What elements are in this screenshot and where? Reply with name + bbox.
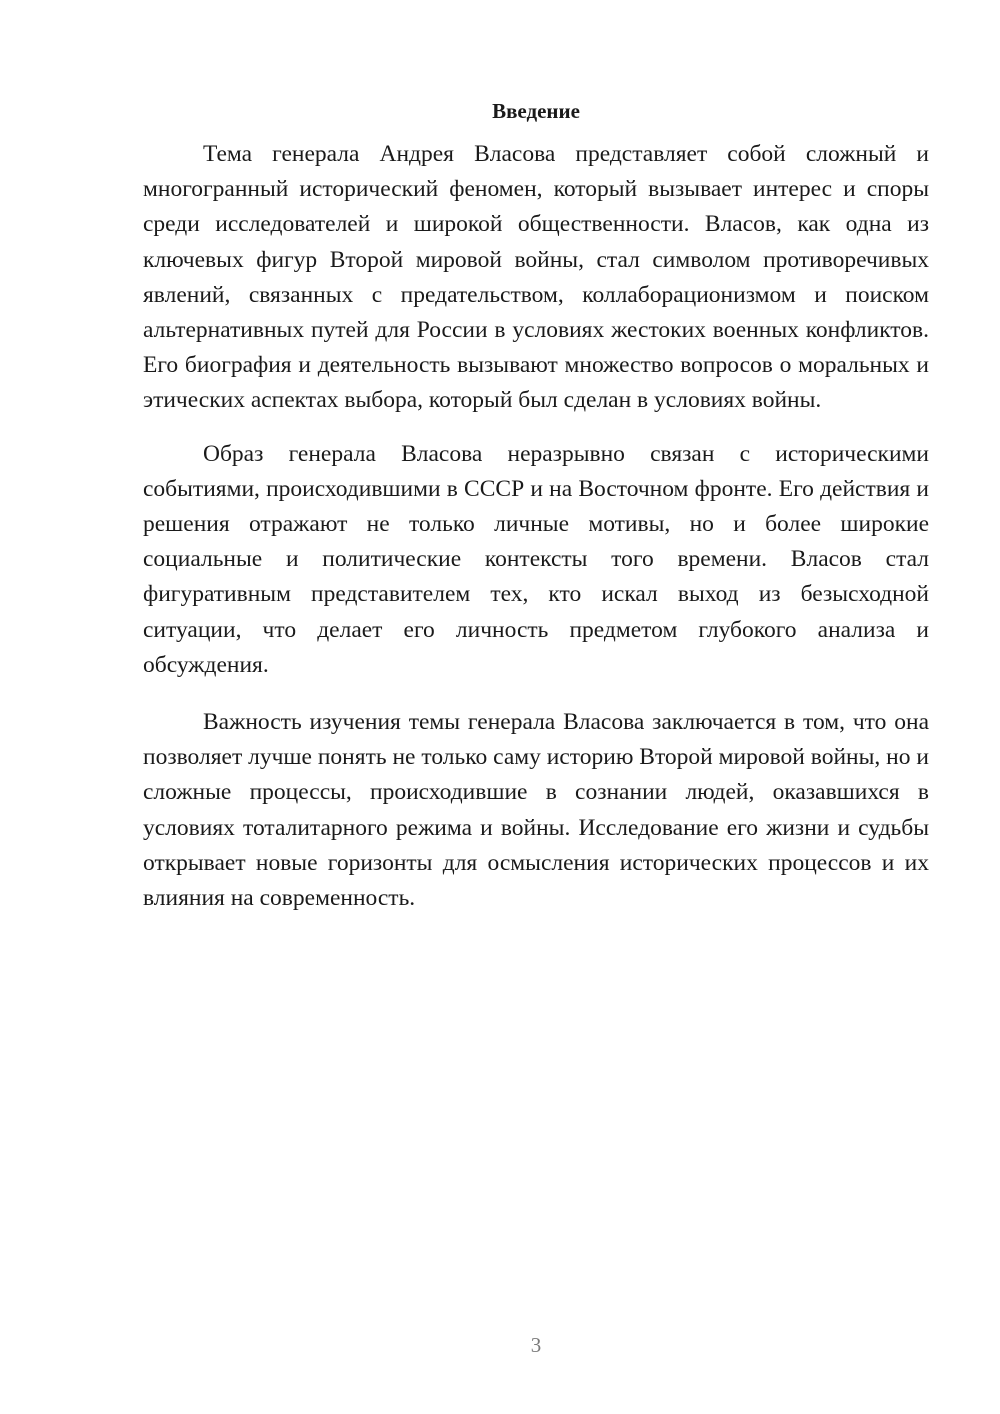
page-content xyxy=(143,96,929,916)
paragraph-3: Важность изучения темы генерала Власова заключается в том, что она позволяет лучше понять не только саму историю Второй мировой войны, но и сложные процессы, происходившие в сознании людей, оказавшихся в условиях тоталитарного режима и войны. Исследование его жизни и судьбы открывает новые горизонты для осмысления исторических процессов и их влияния на современность. xyxy=(143,709,929,912)
page-number: 3 xyxy=(530,1333,542,1357)
paragraph-2: Образ генерала Власова неразрывно связан с историческими событиями, происходившими в СССР и на Восточном фронте. Его действия и решения отражают не только личные мотивы, но и более широкие социальные и политические контексты того времени. Власов стал фигуративным представителем тех, кто искал выход из безысходной ситуации, что делает его личность предметом глубокого анализа и обсуждения. xyxy=(143,440,929,678)
section-heading: Введение xyxy=(492,99,580,123)
paragraph-1: Тема генерала Андрея Власова представляет собой сложный и многогранный исторический феномен, который вызывает интерес и споры среди исследователей и широкой общественности. Власов, как одна из ключевых фигур Второй мировой войны, стал символом противоречивых явлений, связанных с предательством, коллаборационизмом и поиском альтернативных путей для России в условиях жестоких военных конфликтов. Его биография и деятельность вызывают множество вопросов о моральных и этических аспектах выбора, который был сделан в условиях войны. xyxy=(143,141,929,414)
